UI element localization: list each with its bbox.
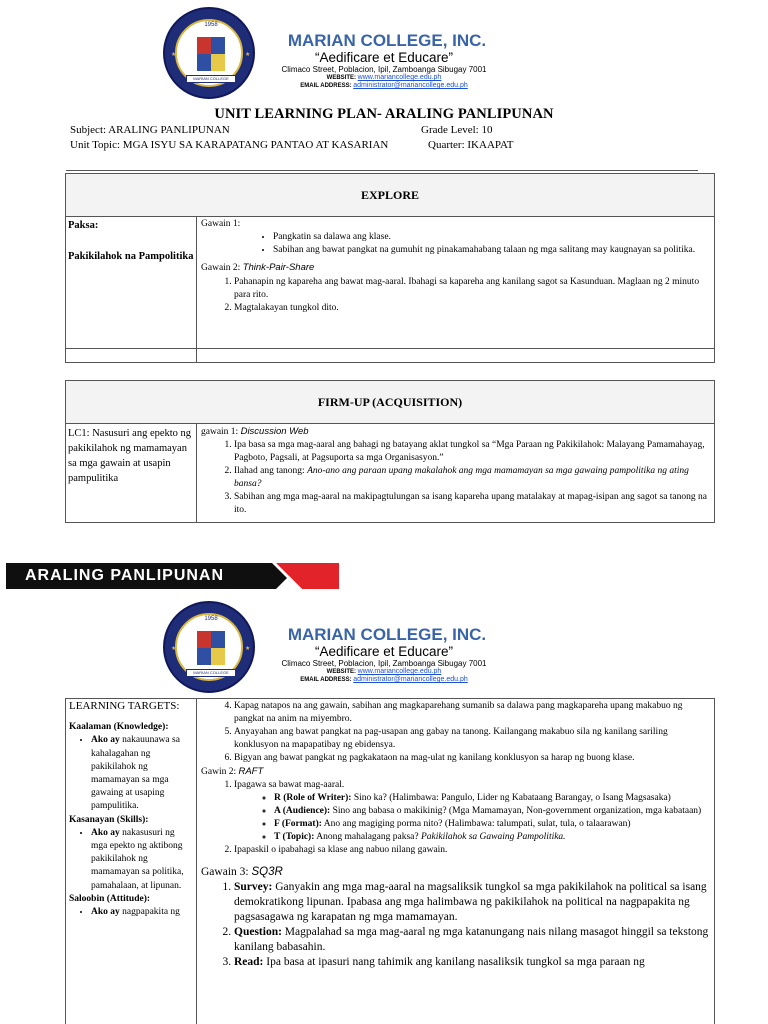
college-name-2: MARIAN COLLEGE, INC. xyxy=(287,625,487,644)
firmup-header: FIRM-UP (ACQUISITION) xyxy=(66,381,715,424)
website-link[interactable]: www.mariancollege.edu.ph xyxy=(357,668,442,675)
survey-text: Ganyakin ang mga mag-aaral na magsaliksik tungkol sa mga pakikilahok na political sa isang demokratikong lipunan. Ipabasa ang mga halimbawa ng pakikilahok na political na nagpapakita ng pagsasagawa ng karapatan ng mga mamamayan. xyxy=(234,881,707,923)
read-label: Read: xyxy=(234,956,264,968)
knowledge-list xyxy=(69,734,193,813)
email-line xyxy=(234,82,534,89)
seal-ribbon: MARIAN COLLEGE xyxy=(186,669,236,677)
email-link[interactable]: administrator@mariancollege.edu.ph xyxy=(353,82,468,89)
raft-a-text: Sino ang babasa o makikinig? (Mga Mamamayan, Non-government organization, mga kabataan) xyxy=(330,806,702,816)
list-item xyxy=(91,906,193,919)
seal-year: 1958 xyxy=(204,616,218,622)
email-label: EMAIL ADDRESS: xyxy=(300,677,352,683)
website-line xyxy=(234,74,534,81)
list-item xyxy=(274,831,710,844)
skills-list xyxy=(69,827,193,893)
raft-list xyxy=(201,779,710,857)
header-divider xyxy=(66,170,698,171)
list-item xyxy=(274,792,710,805)
list-item xyxy=(234,465,710,491)
raft-r-text: Sino ka? (Halimbawa: Pangulo, Lider ng Kabataang Barangay, o Isang Magsasaka) xyxy=(351,793,671,803)
list-item xyxy=(91,827,193,893)
seal-shield xyxy=(197,631,225,665)
email-label: EMAIL ADDRESS: xyxy=(300,83,352,89)
raft-t-italic: Pakikilahok sa Gawaing Pampolitika. xyxy=(420,832,566,842)
discussion-web-continued-list xyxy=(201,700,710,765)
raft-label: Gawin 2: xyxy=(201,767,239,777)
knowledge-lead: Ako ay xyxy=(91,735,120,746)
raft-t-text: Anong mahalagang paksa? xyxy=(314,832,421,842)
email-line-2 xyxy=(234,676,534,683)
subject-line: Subject: ARALING PANLIPUNAN xyxy=(70,124,230,136)
website-label: WEBSITE: xyxy=(326,75,356,81)
raft-a-label: A (Audience): xyxy=(274,806,331,816)
explore-gawain2-heading xyxy=(201,261,710,275)
list-item: • Sabihan ang bawat pangkat na gumuhit ng pinakamahabang talaan ng mga salitang may kaugnayan sa politika. xyxy=(273,244,710,257)
firmup-table xyxy=(65,380,715,523)
knowledge-text: nakauunawa sa kahalagahan ng pakikilahok ng mamamayan sa mga gawaing at usaping pampulitika. xyxy=(91,735,180,812)
raft-r-label: R (Role of Writer): xyxy=(274,793,352,803)
list-item: 5. Anyayahan ang bawat pangkat na pag-usapan ang gabay na tanong. Kailangang makabuo sila ng kanilang sariling konklusyon na mapapatibay ng ebidensya. xyxy=(234,726,710,752)
raft-t-label: T (Topic): xyxy=(274,832,315,842)
explore-activities-cell xyxy=(197,217,715,349)
raft-f-label: F (Format): xyxy=(274,819,322,829)
list-item xyxy=(234,955,710,970)
firmup-gawain1-name: Discussion Web xyxy=(240,426,309,437)
sq3r-label: Gawain 3: xyxy=(201,866,252,878)
knowledge-label: Kaalaman (Knowledge): xyxy=(69,722,169,733)
raft-intro: Ipagawa sa bawat mag-aaral. xyxy=(234,780,345,790)
seal-ribbon: MARIAN COLLEGE xyxy=(186,75,236,83)
website-label: WEBSITE: xyxy=(326,669,356,675)
raft-name: RAFT xyxy=(238,766,264,777)
plan-title: UNIT LEARNING PLAN- ARALING PANLIPUNAN xyxy=(214,106,554,122)
skills-lead: Ako ay xyxy=(91,827,120,838)
explore-gawain2-list xyxy=(201,276,710,315)
college-address: Climaco Street, Poblacion, Ipil, Zamboanga Sibugay 7001 xyxy=(281,65,487,74)
list-item: 1. Pahanapin ng kapareha ang bawat mag-aaral. Ibahagi sa kapareha ang kanilang sagot sa Kasunduan. Maglaan ng 2 minuto para rito. xyxy=(234,276,710,302)
learning-targets-heading: LEARNING TARGETS: xyxy=(69,700,180,712)
attitude-label: Saloobin (Attitude): xyxy=(69,893,151,904)
explore-gawain1-label: Gawain 1: xyxy=(201,219,241,229)
website-line-2 xyxy=(234,668,534,675)
list-item: • Pangkatin sa dalawa ang klase. xyxy=(273,231,710,244)
list-item: 2. Magtalakayan tungkol dito. xyxy=(234,302,710,315)
explore-gawain2-name: Think-Pair-Share xyxy=(242,262,315,273)
explore-topic-cell xyxy=(66,217,197,349)
sq3r-list xyxy=(201,880,710,970)
survey-label: Survey: xyxy=(234,881,273,893)
grade-line: Grade Level: 10 xyxy=(421,124,493,136)
explore-empty-cell-left xyxy=(66,349,197,363)
explore-header: EXPLORE xyxy=(66,174,715,217)
list-item: 4. Kapag natapos na ang gawain, sabihan ang magkaparehang sumanib sa dalawa pang magkapareha upang makabuo ng pangkat na anim na miyembro. xyxy=(234,700,710,726)
firmup-gawain1-label: gawain 1: xyxy=(201,427,241,437)
firmup-item2-question: Ano-ano ang paraan upang makalahok ang mga mamamayan sa mga gawaing pampolitika ng ating bansa? xyxy=(234,466,689,489)
website-link[interactable]: www.mariancollege.edu.ph xyxy=(357,74,442,81)
college-motto-2: “Aedificare et Educare” xyxy=(314,644,454,659)
college-address-2: Climaco Street, Poblacion, Ipil, Zamboanga Sibugay 7001 xyxy=(281,659,487,668)
college-name: MARIAN COLLEGE, INC. xyxy=(287,31,487,50)
subject-banner: ARALING PANLIPUNAN xyxy=(6,563,276,589)
list-item xyxy=(234,880,710,925)
skills-text: nakasusuri ng mga epekto ng aktibong pakikilahok ng mamamayan sa politika, pamahalaan, at lipunan. xyxy=(91,827,184,891)
explore-topic-label: Paksa: xyxy=(68,220,99,231)
list-item xyxy=(274,818,710,831)
list-item xyxy=(234,925,710,955)
sq3r-name: SQ3R xyxy=(251,866,283,878)
explore-topic: Pakikilahok na Pampolitika xyxy=(68,251,194,262)
question-label: Question: xyxy=(234,926,282,938)
firmup-lc1: LC1: Nasusuri ang epekto ng pakikilahok ng mamamayan sa mga gawain at usapin pampulitika xyxy=(66,424,197,523)
college-seal-logo-2: 1958 MARIAN COLLEGE ★ ★ xyxy=(163,601,255,693)
attitude-lead: Ako ay xyxy=(91,907,120,918)
skills-label: Kasanayan (Skills): xyxy=(69,814,149,825)
topic-line: Unit Topic: MGA ISYU SA KARAPATANG PANTAO AT KASARIAN xyxy=(70,139,389,151)
college-motto: “Aedificare et Educare” xyxy=(314,50,454,65)
firmup-activities-cell xyxy=(197,424,715,523)
list-item: 6. Bigyan ang bawat pangkat ng pagkakataon na mag-ulat ng kanilang konklusyon sa harap ng buong klase. xyxy=(234,752,710,765)
explore-empty-cell-right xyxy=(197,349,715,363)
explore-gawain2-label: Gawain 2: xyxy=(201,263,243,273)
firmup-gawain1-heading xyxy=(201,425,710,439)
raft-sublist xyxy=(234,792,710,844)
firmup-item2-prefix: Ilahad ang tanong: xyxy=(234,466,308,476)
list-item: 1. Ipa basa sa mga mag-aaral ang bahagi ng batayang aklat tungkol sa “Mga Paraan ng Pakikilahok: Malayang Pamamahayag, Pagboto, Pagsali, at Pagsuporta sa mga Organisasyon.” xyxy=(234,439,710,465)
college-seal-logo: 1958 MARIAN COLLEGE ★ ★ xyxy=(163,7,255,99)
list-item xyxy=(234,779,710,844)
explore-gawain1-list xyxy=(201,231,710,257)
firmup-gawain1-list xyxy=(201,439,710,517)
list-item xyxy=(274,805,710,818)
activities-continued-cell xyxy=(197,699,715,1024)
list-item: 3. Sabihan ang mga mag-aaral na makipagtulungan sa isang kapareha upang matalakay at mapag-isipan ang sagot sa tanong na ito. xyxy=(234,491,710,517)
email-link[interactable]: administrator@mariancollege.edu.ph xyxy=(353,676,468,683)
read-text: Ipa basa at ipasuri nang tahimik ang kanilang nasaliksik tungkol sa mga paraan ng xyxy=(263,956,645,968)
seal-year: 1958 xyxy=(204,22,218,28)
sq3r-heading xyxy=(201,865,710,880)
learning-targets-cell xyxy=(66,699,197,1024)
banner-red-accent xyxy=(255,563,339,590)
attitude-text: nagpapakita ng xyxy=(122,907,180,918)
question-text: Magpalahad sa mga mag-aaral ng mga katanungang nais nilang masagot hinggil sa tekstong kanilang babasahin. xyxy=(234,926,709,953)
raft-heading xyxy=(201,765,710,779)
seal-shield xyxy=(197,37,225,71)
quarter-line: Quarter: IKAAPAT xyxy=(428,139,514,151)
explore-table xyxy=(65,173,715,363)
attitude-list xyxy=(69,906,193,919)
raft-f-text: Ano ang magiging porma nito? (Halimbawa: talumpati, sulat, tula, o talaarawan) xyxy=(321,819,631,829)
learning-plan-table xyxy=(65,698,715,1024)
list-item: 2. Ipapaskil o ipabahagi sa klase ang nabuo nilang gawain. xyxy=(234,844,710,857)
list-item xyxy=(91,734,193,813)
